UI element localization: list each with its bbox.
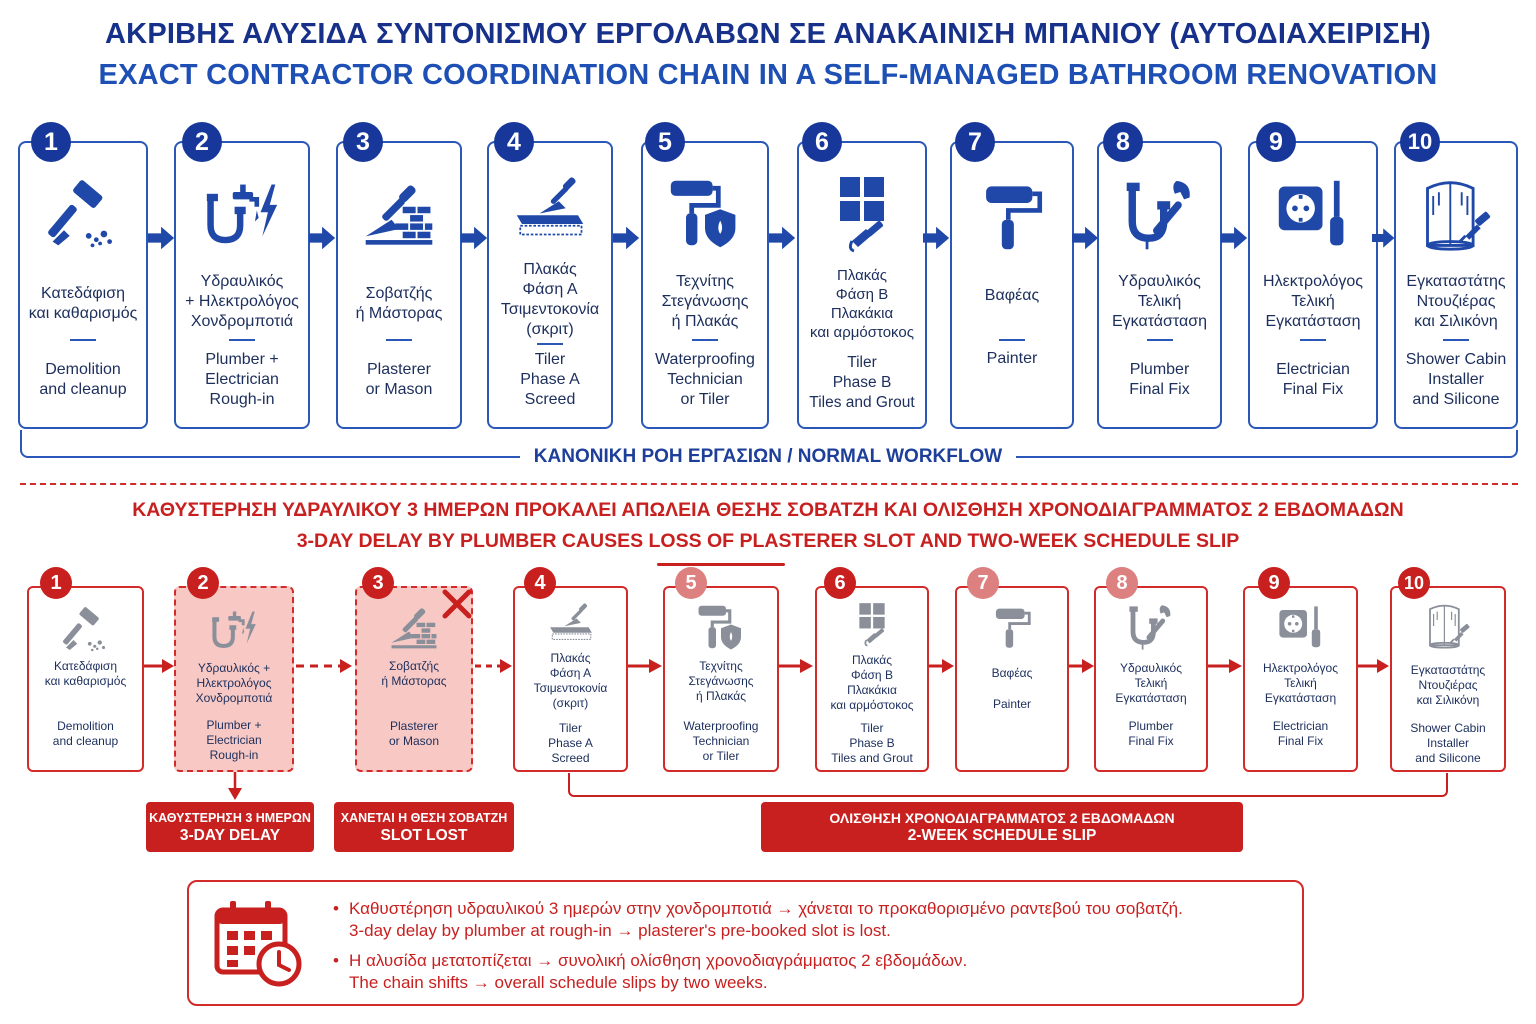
step-label-english: Shower Cabin Installer and Silicone bbox=[1410, 720, 1486, 765]
flow-arrow-icon bbox=[628, 656, 663, 676]
socket-screwdriver-icon bbox=[1250, 177, 1376, 257]
note-english: 3-day delay by plumber at rough-in → plasterer's pre-booked slot is lost. bbox=[349, 921, 891, 940]
tiles-grout-icon bbox=[817, 602, 927, 650]
workflow-step-card bbox=[950, 141, 1074, 429]
step-number: 3 bbox=[343, 122, 383, 162]
step-label-english: Plumber Final Fix bbox=[1128, 719, 1174, 748]
step-label-english: Waterproofing Technician or Tiler bbox=[683, 718, 759, 763]
step-number: 6 bbox=[802, 122, 842, 162]
note-item: • Καθυστέρηση υδραυλικού 3 ημερών στην χονδρομποτιά → χάνεται το προκαθορισμένο ραντεβού του σοβατζή. 3-day delay by plumber at rough-in → plasterer's pre-booked slot is lost. bbox=[333, 899, 1183, 940]
hammer-icon bbox=[20, 177, 146, 257]
step-number: 7 bbox=[955, 122, 995, 162]
workflow-step-card bbox=[641, 141, 769, 429]
step-number: 8 bbox=[1106, 567, 1138, 599]
schedule-slip-badge bbox=[761, 802, 1243, 852]
flow-arrow-icon bbox=[929, 656, 955, 676]
hammer-icon bbox=[29, 605, 142, 653]
workflow-step-card bbox=[1243, 586, 1358, 772]
step-number: 9 bbox=[1256, 122, 1296, 162]
step-number: 5 bbox=[645, 122, 685, 162]
slot-lost-badge-english: SLOT LOST bbox=[380, 827, 468, 844]
step-label-english: Electrician Final Fix bbox=[1272, 719, 1329, 748]
roller-shield-icon bbox=[643, 175, 767, 255]
shower-cabin-icon bbox=[1396, 177, 1516, 257]
step-label-english: Painter bbox=[986, 350, 1038, 367]
step-label-english: Tiler Phase A Screed bbox=[548, 720, 593, 765]
workflow-step-card bbox=[513, 586, 628, 772]
step-label-greek: Κατεδάφιση και καθαρισμός bbox=[44, 659, 127, 688]
pipe-wrench-icon bbox=[1096, 604, 1206, 652]
note-english: The chain shifts → overall schedule slips by two weeks. bbox=[349, 973, 768, 992]
step-number: 5 bbox=[675, 567, 707, 599]
step-label-greek: Τεχνίτης Στεγάνωσης ή Πλακάς bbox=[661, 273, 749, 330]
tiles-grout-icon bbox=[799, 175, 925, 255]
workflow-step-card bbox=[1248, 141, 1378, 429]
workflow-step-card bbox=[27, 586, 144, 772]
step-label-english: Painter bbox=[992, 696, 1032, 711]
socket-screwdriver-icon bbox=[1245, 604, 1356, 652]
calendar-clock-icon bbox=[213, 898, 309, 988]
step-number: 9 bbox=[1258, 567, 1290, 599]
screed-trowel-icon bbox=[515, 602, 626, 650]
flow-arrow-icon bbox=[1221, 224, 1249, 252]
step-label-greek: Ηλεκτρολόγος Τελική Εγκατάσταση bbox=[1263, 660, 1338, 705]
step-label-greek: Σοβατζής ή Μάστορας bbox=[355, 285, 443, 322]
trowel-bricks-icon bbox=[338, 179, 460, 259]
step-number: 2 bbox=[187, 567, 219, 599]
flow-arrow-icon bbox=[144, 656, 176, 676]
note-item: • Η αλυσίδα μετατοπίζεται → συνολική ολίσθηση χρονοδιαγράμματος 2 εβδομάδων. The chain shifts → overall schedule slips by two weeks. bbox=[333, 951, 968, 992]
step-number: 7 bbox=[967, 567, 999, 599]
workflow-step-card bbox=[174, 141, 310, 429]
step-label-greek: Βαφέας bbox=[991, 665, 1033, 680]
screed-trowel-icon bbox=[489, 175, 611, 255]
normal-workflow-label: ΚΑΝΟΝΙΚΗ ΡΟΗ ΕΡΓΑΣΙΩΝ / NORMAL WORKFLOW bbox=[520, 446, 1016, 467]
step-label-greek: Τεχνίτης Στεγάνωσης ή Πλακάς bbox=[688, 658, 754, 703]
flow-arrow-icon bbox=[1208, 656, 1243, 676]
delay-badge bbox=[146, 802, 314, 852]
title-english: EXACT CONTRACTOR COORDINATION CHAIN IN A SELF-MANAGED BATHROOM RENOVATION bbox=[98, 59, 1438, 91]
flow-arrow-icon bbox=[309, 224, 337, 252]
step-label-english: Tiler Phase A Screed bbox=[520, 351, 580, 408]
workflow-step-card bbox=[797, 141, 927, 429]
schedule-slip-badge-greek: ΟΛΙΣΘΗΣΗ ΧΡΟΝΟΔΙΑΓΡΑΜΜΑΤΟΣ 2 ΕΒΔΟΜΑΔΩΝ bbox=[829, 810, 1175, 826]
step-label-english: Tiler Phase B Tiles and Grout bbox=[809, 354, 915, 411]
step-label-greek: Σοβατζής ή Μάστορας bbox=[381, 659, 447, 688]
step-label-greek: Πλακάς Φάση Α Τσιμεντοκονία (σκριτ) bbox=[500, 261, 600, 338]
pipe-lightning-icon bbox=[176, 608, 292, 656]
delay-heading-greek: ΚΑΘΥΣΤΕΡΗΣΗ ΥΔΡΑΥΛΙΚΟΥ 3 ΗΜΕΡΩΝ ΠΡΟΚΑΛΕΙ ΑΠΩΛΕΙΑ ΘΕΣΗΣ ΣΟΒΑΤΖΗ ΚΑΙ ΟΛΙΣΘΗΣΗ ΧΡΟΝΟΔΙΑΓΡΑΜΜΑΤΟΣ 2 ΕΒΔΟΜΑΔΩΝ bbox=[132, 499, 1404, 521]
flow-arrow-icon bbox=[1358, 656, 1390, 676]
step-label-english: Electrician Final Fix bbox=[1276, 361, 1350, 398]
slot-lost-badge-greek: ΧΑΝΕΤΑΙ Η ΘΕΣΗ ΣΟΒΑΤΖΗ bbox=[340, 811, 508, 825]
dashed-arrow-icon bbox=[473, 656, 513, 676]
step-label-greek: Υδραυλικός Τελική Εγκατάσταση bbox=[1111, 273, 1208, 330]
step-number: 2 bbox=[182, 122, 222, 162]
step-label-english: Tiler Phase B Tiles and Grout bbox=[831, 720, 913, 765]
workflow-step-card bbox=[955, 586, 1069, 772]
paint-roller-icon bbox=[952, 179, 1072, 259]
workflow-step-card bbox=[1097, 141, 1222, 429]
flow-arrow-icon bbox=[779, 656, 815, 676]
step-number: 1 bbox=[31, 122, 71, 162]
flow-arrow-icon bbox=[1072, 224, 1100, 252]
shower-cabin-icon bbox=[1392, 602, 1504, 650]
cancel-x-icon bbox=[441, 588, 473, 620]
step-label-greek: Εγκαταστάτης Ντουζιέρας και Σιλικόνη bbox=[1410, 662, 1486, 707]
flow-arrow-icon bbox=[148, 224, 176, 252]
step-label-english: Plumber + Electrician Rough-in bbox=[205, 351, 279, 408]
step-label-greek: Εγκαταστάτης Ντουζιέρας και Σιλικόνη bbox=[1406, 273, 1506, 330]
step-number: 4 bbox=[494, 122, 534, 162]
note-greek: Η αλυσίδα μετατοπίζεται → συνολική ολίσθηση χρονοδιαγράμματος 2 εβδομάδων. bbox=[349, 951, 968, 970]
roller-shield-icon bbox=[665, 602, 777, 650]
step-label-english: Demolition and cleanup bbox=[39, 361, 127, 398]
workflow-step-card bbox=[815, 586, 929, 772]
step-label-english: Plasterer or Mason bbox=[388, 719, 440, 748]
paint-roller-icon bbox=[957, 604, 1067, 652]
step-number: 6 bbox=[824, 567, 856, 599]
schedule-slip-bracket bbox=[568, 773, 1448, 797]
step-label-english: Plasterer or Mason bbox=[365, 361, 433, 398]
step-label-greek: Κατεδάφιση και καθαρισμός bbox=[28, 285, 138, 322]
step-number: 10 bbox=[1398, 567, 1430, 599]
notes-box bbox=[187, 880, 1304, 1006]
dashed-arrow-icon bbox=[294, 656, 354, 676]
flow-arrow-icon bbox=[769, 224, 797, 252]
pipe-lightning-icon bbox=[176, 179, 308, 259]
note-greek: Καθυστέρηση υδραυλικού 3 ημερών στην χονδρομποτιά → χάνεται το προκαθορισμένο ραντεβού του σοβατζή. bbox=[349, 899, 1183, 918]
workflow-step-card bbox=[1390, 586, 1506, 772]
workflow-step-card bbox=[1394, 141, 1518, 429]
flow-arrow-icon bbox=[613, 224, 641, 252]
step-label-english: Plumber Final Fix bbox=[1129, 361, 1190, 398]
step-number: 3 bbox=[362, 567, 394, 599]
workflow-step-card bbox=[663, 586, 779, 772]
pipe-wrench-icon bbox=[1099, 179, 1220, 259]
title-greek: ΑΚΡΙΒΗΣ ΑΛΥΣΙΔΑ ΣΥΝΤΟΝΙΣΜΟΥ ΕΡΓΟΛΑΒΩΝ ΣΕ ΑΝΑΚΑΙΝΙΣΗ ΜΠΑΝΙΟΥ (ΑΥΤΟΔΙΑΧΕΙΡΙΣΗ) bbox=[105, 18, 1431, 50]
workflow-step-card bbox=[487, 141, 613, 429]
heading-underline bbox=[657, 563, 785, 566]
step-label-greek: Ηλεκτρολόγος Τελική Εγκατάσταση bbox=[1263, 273, 1363, 330]
step-label-english: Plumber + Electrician Rough-in bbox=[206, 717, 262, 762]
step-number: 10 bbox=[1400, 122, 1440, 162]
workflow-step-card-delayed bbox=[174, 586, 294, 772]
workflow-step-card bbox=[18, 141, 148, 429]
delay-heading-english: 3-DAY DELAY BY PLUMBER CAUSES LOSS OF PLASTERER SLOT AND TWO-WEEK SCHEDULE SLIP bbox=[296, 530, 1240, 552]
step-label-greek: Υδραυλικός Τελική Εγκατάσταση bbox=[1115, 660, 1187, 705]
step-label-english: Shower Cabin Installer and Silicone bbox=[1405, 351, 1507, 408]
delay-badge-greek: ΚΑΘΥΣΤΕΡΗΣΗ 3 ΗΜΕΡΩΝ bbox=[149, 811, 311, 825]
step-label-greek: Πλακάς Φάση Β Πλακάκια και αρμόστοκος bbox=[810, 267, 914, 341]
slot-lost-badge bbox=[334, 802, 514, 852]
schedule-slip-badge-english: 2-WEEK SCHEDULE SLIP bbox=[907, 827, 1097, 844]
workflow-step-card bbox=[1094, 586, 1208, 772]
step-label-greek: Πλακάς Φάση Β Πλακάκια και αρμόστοκος bbox=[830, 653, 914, 712]
step-number: 1 bbox=[40, 567, 72, 599]
flow-arrow-icon bbox=[461, 224, 489, 252]
flow-arrow-icon bbox=[1069, 656, 1095, 676]
step-label-greek: Πλακάς Φάση Α Τσιμεντοκονία (σκριτ) bbox=[533, 651, 608, 710]
step-label-greek: Υδραυλικός + Ηλεκτρολόγος Χονδρομποτιά bbox=[195, 660, 273, 705]
delay-badge-english: 3-DAY DELAY bbox=[179, 827, 281, 844]
section-divider bbox=[20, 483, 1518, 485]
down-arrow-icon bbox=[226, 772, 244, 802]
step-label-english: Waterproofing Technician or Tiler bbox=[655, 351, 755, 408]
step-label-greek: Υδραυλικός + Ηλεκτρολόγος Χονδρομποτιά bbox=[185, 273, 299, 330]
flow-arrow-icon bbox=[923, 224, 951, 252]
flow-arrow-icon bbox=[1372, 224, 1396, 252]
step-label-greek: Βαφέας bbox=[984, 287, 1040, 304]
step-number: 4 bbox=[524, 567, 556, 599]
step-number: 8 bbox=[1103, 122, 1143, 162]
step-label-english: Demolition and cleanup bbox=[52, 719, 119, 748]
workflow-step-card bbox=[336, 141, 462, 429]
